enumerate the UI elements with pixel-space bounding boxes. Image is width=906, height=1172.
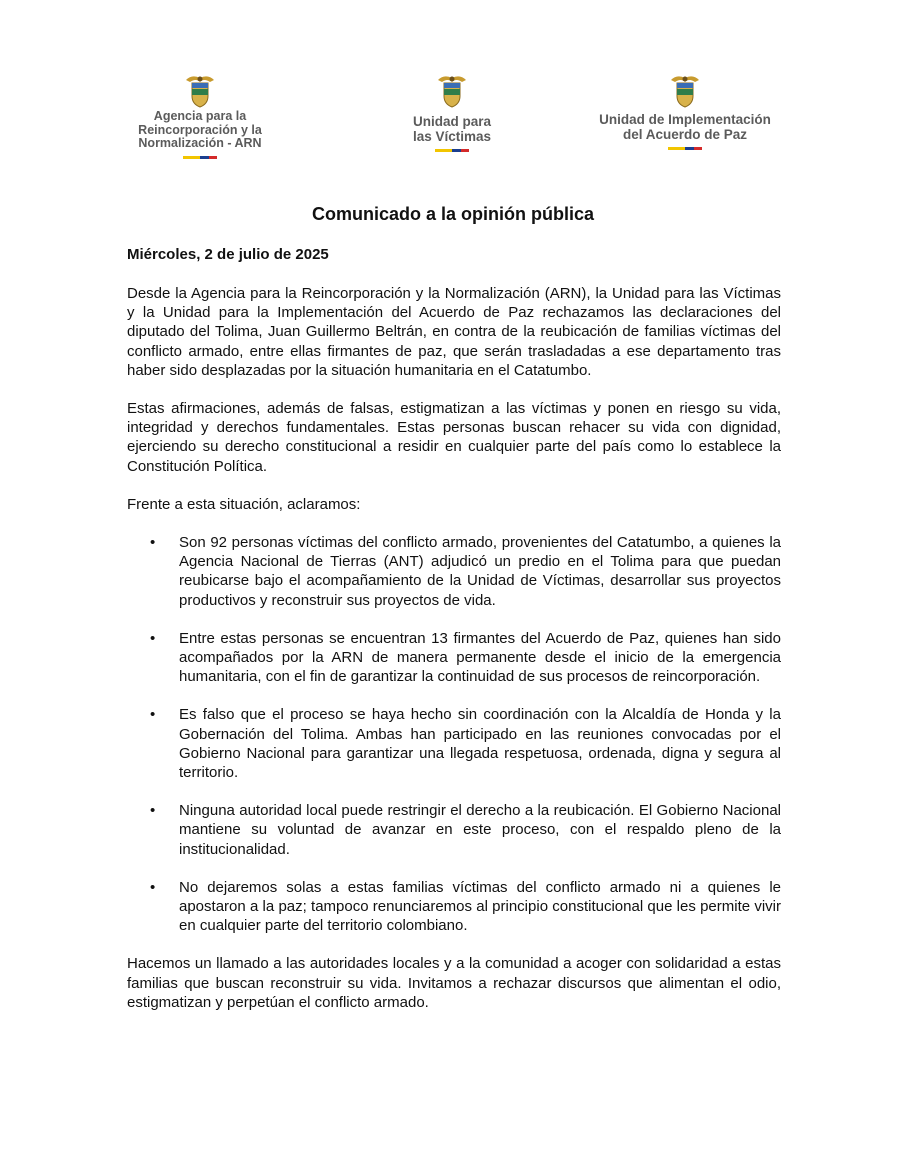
list-item <box>127 705 781 782</box>
list-item <box>127 878 781 936</box>
logo-arn-line-1: Agencia para la <box>153 109 247 123</box>
coat-of-arms-icon <box>667 72 703 110</box>
logo-victimas-line-1: Unidad para <box>412 114 491 129</box>
document-body <box>127 284 781 1031</box>
list-item-text: Entre estas personas se encuentran 13 firmantes del Acuerdo de Paz, quienes han sido acompañados por la ARN de manera permanente desde el inicio de la emergencia humanitaria, con el fin de garantizar la continuidad de sus procesos de reincorporación. <box>179 629 781 686</box>
bullet-icon: • <box>150 802 156 820</box>
bullet-icon: • <box>150 706 156 724</box>
flag-stripe <box>668 147 702 150</box>
logo-victimas-line-2: las Víctimas <box>412 129 492 144</box>
logo-implementacion-line-1: Unidad de Implementación <box>599 112 771 127</box>
flag-stripe <box>435 149 469 152</box>
logo-unidad-victimas <box>392 72 512 152</box>
paragraph: Estas afirmaciones, además de falsas, estigmatizan a las víctimas y ponen en riesgo su vida, integridad y derechos fundamentales. Estas personas buscan rehacer su vida con dignidad, ejerciendo su derecho constitucional a residir en cualquier parte del país como lo establece la Constitución Política. <box>127 400 781 475</box>
bullet-icon: • <box>150 878 156 896</box>
bullet-list <box>127 533 781 935</box>
logo-unidad-implementacion <box>580 72 790 150</box>
list-item-text: Es falso que el proceso se haya hecho sin coordinación con la Alcaldía de Honda y la Gobernación del Tolima. Ambas han participado en las reuniones convocadas por el Gobierno Nacional para garantizar una llegada respetuosa, ordenada, digna y segura al territorio. <box>179 706 781 782</box>
logo-arn-line-2: Reincorporación y la <box>138 122 262 137</box>
bullet-icon: • <box>150 534 156 552</box>
page-title: Comunicado a la opinión pública <box>311 204 594 224</box>
paragraph: Desde la Agencia para la Reincorporación y la Normalización (ARN), la Unidad para las Víctimas y la Unidad para la Implementación del Acuerdo de Paz rechazamos las declaraciones del diputado del Tolima, Juan Guillermo Beltrán, en contra de la reubicación de familias víctimas del conflicto armado, entre ellas firmantes de paz, que serán trasladadas a ese departamento tras haber sido desplazadas por la situación humanitaria en el Catatumbo. <box>127 285 781 379</box>
logo-arn <box>120 72 280 159</box>
list-item <box>127 629 781 687</box>
list-item-text: Son 92 personas víctimas del conflicto armado, provenientes del Catatumbo, a quienes la Agencia Nacional de Tierras (ANT) adjudicó un predio en el Tolima para que puedan reubicarse bajo el acompañamiento de la Unidad de Víctimas, desarrollar sus proyectos productivos y reconstruir sus proyectos de vida. <box>179 534 781 609</box>
coat-of-arms-icon <box>434 72 470 110</box>
list-item-text: Ninguna autoridad local puede restringir el derecho a la reubicación. El Gobierno Nacional mantiene su voluntad de avanzar en este proceso, con el respaldo pleno de la institucionalidad. <box>179 802 781 858</box>
logo-arn-line-3: Normalización - ARN <box>138 136 262 150</box>
coat-of-arms-icon <box>182 72 218 110</box>
document-date: Miércoles, 2 de julio de 2025 <box>127 246 329 263</box>
closing-paragraph: Hacemos un llamado a las autoridades locales y a la comunidad a acoger con solidaridad a estas familias que buscan reconstruir su vida. Invitamos a rechazar discursos que alimentan el odio, estigmatizan y perpetúan el conflicto armado. <box>127 955 781 1011</box>
list-item-text: No dejaremos solas a estas familias víctimas del conflicto armado ni a quienes le apostaron a la paz; tampoco renunciaremos al principio constitucional que les permite vivir en cualquier parte del territorio colombiano. <box>179 878 781 935</box>
paragraph: Frente a esta situación, aclaramos: <box>127 495 361 513</box>
logo-implementacion-line-2: del Acuerdo de Paz <box>622 127 748 142</box>
list-item <box>127 533 781 610</box>
flag-stripe <box>183 156 217 159</box>
bullet-icon: • <box>150 629 156 647</box>
list-item <box>127 801 781 859</box>
